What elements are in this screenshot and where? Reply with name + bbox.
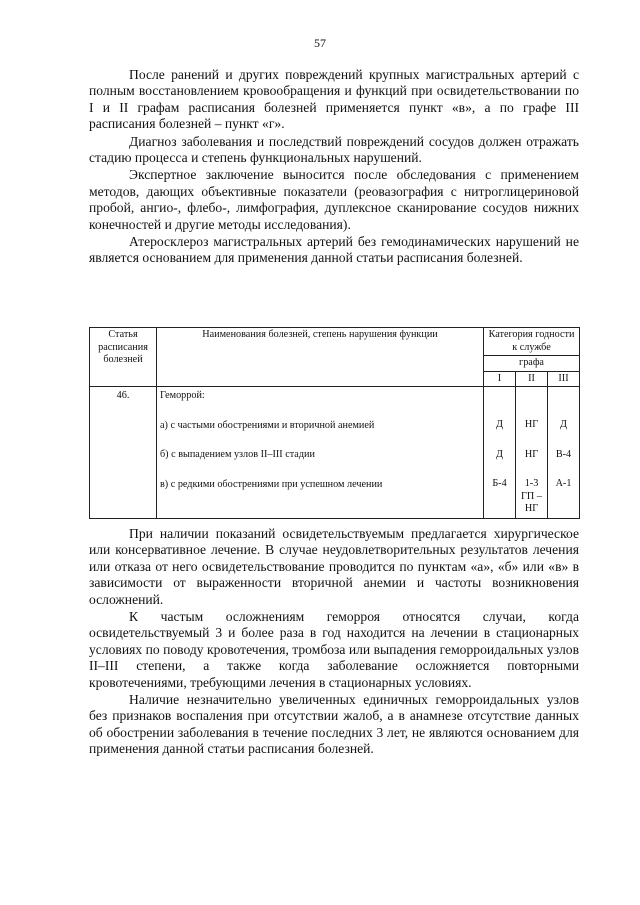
row-a-graf-1: Д — [496, 419, 503, 430]
paragraph: Наличие незначительно увеличенных единичных геморроидальных узлов без признаков воспаления при отсутствии жалоб, а в анамнезе отсутствие данных об обострении заболевания в течение последних 3 лет, не являются основанием для применения данной статьи расписания болезней. — [89, 692, 579, 757]
page-number: 57 — [314, 36, 326, 50]
text-block-top — [89, 67, 579, 267]
row-b-graf-1: Д — [496, 448, 503, 460]
graf-3-cell — [548, 387, 580, 519]
graf-2-cell — [516, 387, 548, 519]
row-a-graf-3: Д — [560, 419, 567, 430]
paragraph: Экспертное заключение выносится после обследования с применением методов, дающих объективные показатели (реовазография с нитроглицериновой пробой, ангио-, флебо-, лимфография, дуплексное сканирование сосудов нижних конечностей и другие методы исследования). — [89, 167, 579, 232]
row-b-graf-3: В-4 — [555, 448, 572, 460]
paragraph: К частым осложнениям геморроя относятся случаи, когда освидетельствуемый 3 и более раза в год находится на лечении в стационарных условиях по поводу кровотечения, тромбоза или выпадения геморроидальных узлов II–III степени, а также когда заболевание осложняется повторными кровотечениями, требующими лечения в стационарных условиях. — [89, 609, 579, 690]
row-c-graf-1: Б-4 — [492, 478, 507, 489]
header-disease-name: Наименования болезней, степень нарушения функции — [157, 328, 484, 387]
row-c-text: в) с редкими обострениями при успешном лечении — [160, 478, 383, 490]
table-header-row — [90, 328, 580, 356]
row-c-graf-3: А-1 — [555, 478, 572, 489]
row-b-text: б) с выпадением узлов II–III стадии — [160, 449, 315, 460]
header-category: Категория годности к службе — [484, 328, 580, 356]
header-graf-1: I — [484, 371, 516, 387]
paragraph: При наличии показаний освидетельствуемым предлагается хирургическое или консервативное лечение. В случае неудовлетворительных результатов лечения или отказа от него освидетельствование проводится по пунктам «а», «б» или «в» в зависимости от выраженности вторичной анемии и частоты возникновения осложнений. — [89, 526, 579, 607]
header-graf: графа — [484, 356, 580, 372]
row-a-text: а) с частыми обострениями и вторичной анемией — [160, 419, 375, 431]
table-row — [90, 387, 580, 519]
row-c-graf-2-line: 1-3 — [524, 478, 539, 489]
paragraph: Атеросклероз магистральных артерий без гемодинамических нарушений не является основанием для применения данной статьи расписания болезней. — [89, 234, 579, 266]
header-graf-3: III — [548, 371, 580, 387]
article-number — [90, 387, 157, 519]
row-c-graf-2-line: НГ — [524, 503, 539, 514]
graf-1-cell — [484, 387, 516, 519]
text-block-bottom — [89, 526, 579, 758]
header-graf-2: II — [516, 371, 548, 387]
disease-cell — [157, 387, 484, 519]
row-c-graf-2-line: ГП – — [521, 490, 542, 502]
row-b-graf-2: НГ — [524, 448, 539, 460]
paragraph: После ранений и других повреждений крупных магистральных артерий с полным восстановлением кровообращения и функций при освидетельствовании по I и II графам расписания болезней применяется пункт «в», а по графе III расписания болезней – пункт «г». — [89, 67, 579, 132]
paragraph: Диагноз заболевания и последствий повреждений сосудов должен отражать стадию процесса и степень функциональных нарушений. — [89, 133, 579, 166]
article-number-text: 46. — [116, 390, 130, 401]
header-article: Статья расписания болезней — [90, 328, 157, 387]
disease-schedule-table — [89, 327, 580, 519]
disease-title: Геморрой: — [160, 390, 205, 401]
row-a-graf-2: НГ — [524, 419, 539, 430]
